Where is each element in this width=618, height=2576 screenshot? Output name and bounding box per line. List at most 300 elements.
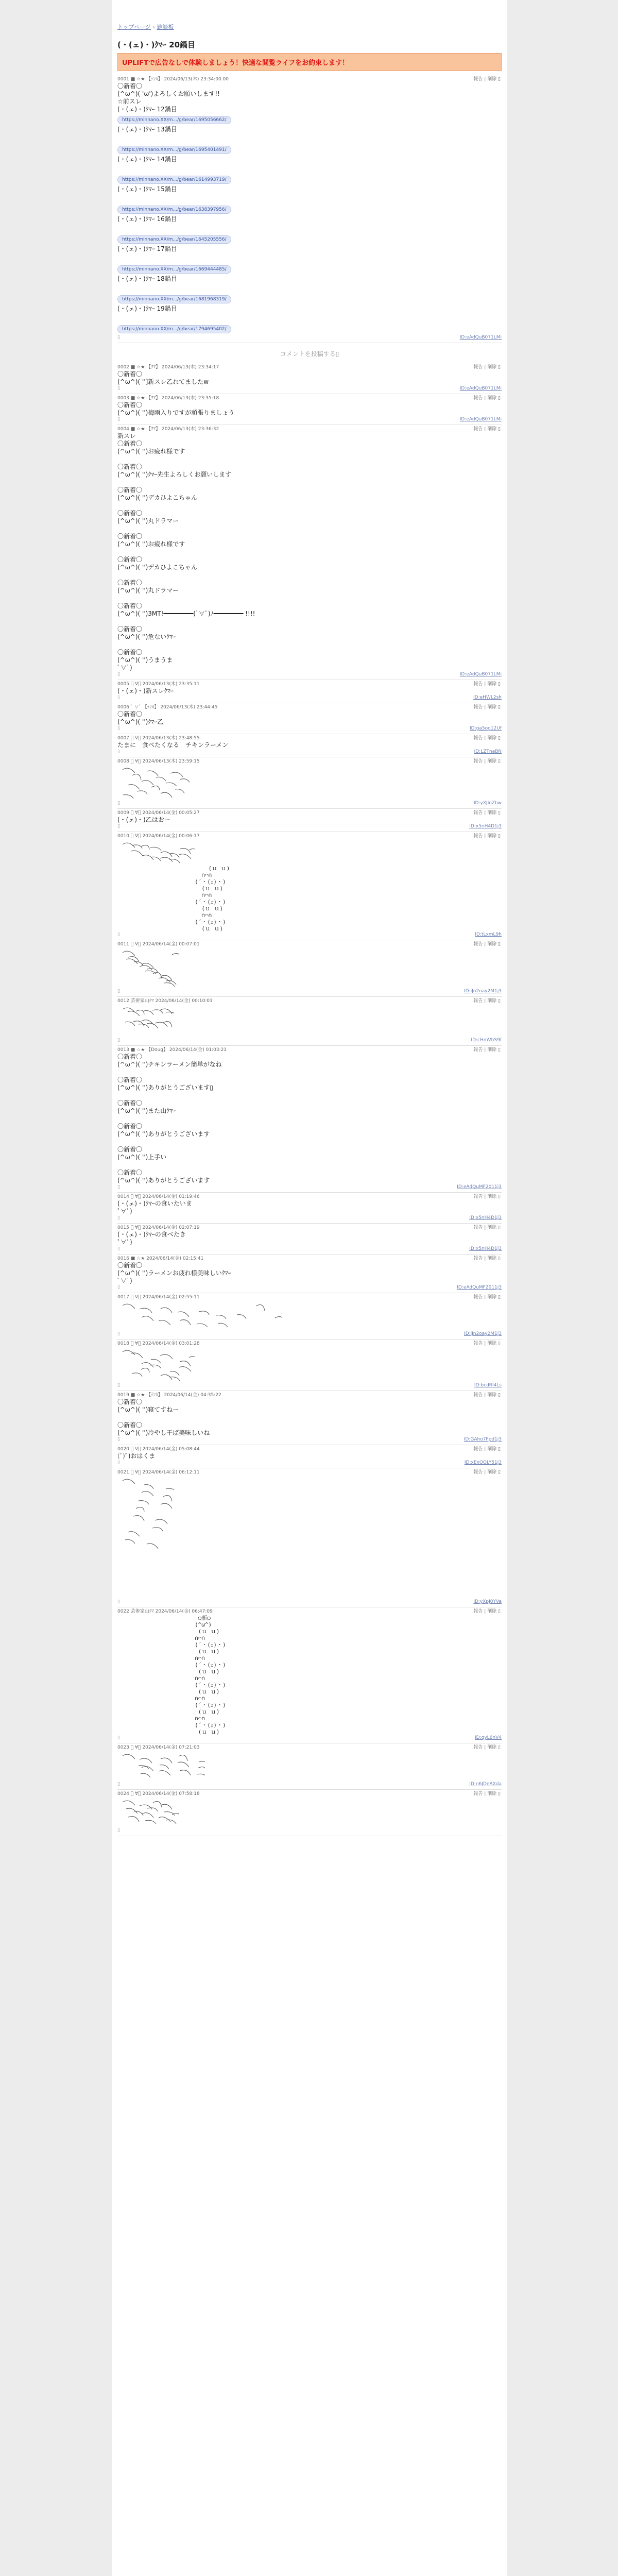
post-tools <box>473 395 501 401</box>
post-header <box>117 998 502 1004</box>
post-body: 〇新着〇 (^ω^)( '']新スレ乙れてましたw <box>117 370 209 385</box>
bookmark-icon[interactable]: ▯ <box>496 1194 501 1199</box>
thread-title: (・(ェ)・)ｸﾏｰ 20鍋目 <box>117 40 196 49</box>
bookmark-icon[interactable]: ▯ <box>496 1609 501 1614</box>
poster-id-link[interactable]: ID:iJn2oay2M1j3 <box>464 1331 502 1336</box>
post-item <box>117 809 502 832</box>
report-link[interactable]: 報告 <box>473 1256 483 1261</box>
post-item <box>117 1445 502 1468</box>
prev-thread-title: (・(ェ)・)ｸﾏｰ 17鍋目 <box>117 245 177 252</box>
delete-link[interactable]: 削除 <box>487 1393 497 1398</box>
ascii-art: (ｕ ｕ) ∩⌒∩ (´・(ｪ)・) (ｕ ｕ) ∩⌒∩ (´・(ｪ)・) (ｕ ｕ) ∩⌒∩ (´・(ｪ)・) (ｕ ｕ) <box>195 865 230 932</box>
post-item <box>117 1743 502 1790</box>
reply-icon[interactable]: ▯ <box>117 695 120 700</box>
poster-id-link[interactable]: ID:x5nH4D1j3 <box>469 1246 502 1251</box>
report-link[interactable]: 報告 <box>473 810 483 816</box>
post-header <box>117 704 502 710</box>
delete-link[interactable]: 削除 <box>487 705 497 710</box>
reply-icon[interactable]: ▯ <box>117 1184 120 1190</box>
delete-link[interactable]: 削除 <box>487 736 497 741</box>
poster-id-link[interactable]: ID:GAho7Fpd1j3 <box>464 1437 502 1442</box>
post-item <box>117 1255 502 1293</box>
poster-id-link[interactable]: ID:n6JDeAXda <box>469 1782 502 1787</box>
post-header <box>117 1294 502 1300</box>
poster-id-link[interactable]: ID:xExOOLY51j3 <box>464 1460 502 1465</box>
post-item <box>117 832 502 940</box>
post-meta: 0017 ﾟ ∀ﾟ 2024/06/14(金) 02:55:11 <box>117 1295 200 1300</box>
post-footer <box>117 1215 502 1221</box>
post-meta: 0011 ﾟ ∀ﾟ 2024/06/14(金) 00:07:01 <box>117 942 200 947</box>
delete-link[interactable]: 削除 <box>487 1470 497 1475</box>
post-tools <box>473 1791 501 1797</box>
post-tools <box>473 998 501 1004</box>
post-header <box>117 1392 502 1398</box>
post-header <box>117 941 502 947</box>
post-drawing-image <box>117 765 190 801</box>
breadcrumb-board-link[interactable]: 雑談板 <box>157 24 174 30</box>
delete-link[interactable]: 削除 <box>487 1447 497 1452</box>
tools-separator: | <box>483 1745 488 1750</box>
post-body: 〇新着〇 (^ω^)( 'ω')よろしくお願いします!! ☆前スレ (・(ェ)・)ｸﾏｰ 12鍋目 <box>117 82 220 113</box>
poster-id-link[interactable]: ID:iJn2oay2M1j3 <box>464 989 502 994</box>
post-meta: 0004 ■ ☆★ 【ｸﾏ】 2024/06/13(木) 23:36:32 <box>117 427 219 432</box>
post-header <box>117 1446 502 1452</box>
post-meta: 0002 ■ ☆★ 【ｸﾏ】 2024/06/13(木) 23:34:17 <box>117 365 219 370</box>
post-footer <box>117 726 502 732</box>
breadcrumb <box>112 0 507 31</box>
post-header <box>117 1256 502 1262</box>
post-item <box>117 1293 502 1340</box>
tools-separator: | <box>483 942 488 947</box>
post-tools <box>473 941 501 947</box>
tools-separator: | <box>483 1791 488 1797</box>
post-meta: 0012 芸術家山ｸﾏ 2024/06/14(金) 00:10:01 <box>117 998 213 1004</box>
bookmark-icon[interactable]: ▯ <box>496 1393 501 1398</box>
post-meta: 0015 ﾟ ∀ﾟ 2024/06/14(金) 02:07:19 <box>117 1225 200 1230</box>
post-footer <box>117 1331 502 1337</box>
post-tools <box>473 1392 501 1398</box>
report-link[interactable]: 報告 <box>473 427 483 432</box>
post-item <box>117 757 502 809</box>
post-meta: 0010 ﾟ ∀ﾟ 2024/06/14(金) 00:06:17 <box>117 834 200 839</box>
post-header <box>117 758 502 765</box>
post-item <box>117 75 502 343</box>
tools-separator: | <box>483 1225 488 1230</box>
post-footer <box>117 1828 502 1834</box>
delete-link[interactable]: 削除 <box>487 1609 497 1614</box>
tools-separator: | <box>483 1295 488 1300</box>
report-link[interactable]: 報告 <box>473 998 483 1004</box>
ascii-art: ○新○ (^ω^) (ｕ ｕ) ∩⌒∩ (´・(ｪ)・) (ｕ ｕ) ∩⌒∩ (´・(ｪ)・) (ｕ ｕ) ∩⌒∩ (´・(ｪ)・) (ｕ ｕ) ∩⌒∩ (´・(ｪ)・) (ｕ ｕ) ∩⌒∩ (´・(ｪ)・) (ｕ ｕ) <box>195 1615 226 1735</box>
bookmark-icon[interactable]: ▯ <box>496 396 501 401</box>
report-link[interactable]: 報告 <box>473 1447 483 1452</box>
bookmark-icon[interactable]: ▯ <box>496 77 501 82</box>
post-body: 〇新着〇 (^ω^)( '')チキンラーメン簡単がなね 〇新着〇 (^ω^)( '')ありがとうございます▯ 〇新着〇 (^ω^)( '')また山ｸﾏｰ 〇新着〇 (^ω^)( '')ありがとうございます 〇新着〇 (^ω^)( '')上手い 〇新着〇 (^ω^)( '')ありがとうございます <box>117 1053 222 1184</box>
prev-thread-title: (・(ェ)・)ｸﾏｰ 18鍋目 <box>117 275 177 282</box>
reply-icon[interactable]: ▯ <box>117 801 120 806</box>
reply-icon[interactable]: ▯ <box>117 1460 120 1465</box>
post-tools <box>473 1256 501 1262</box>
tools-separator: | <box>483 1393 488 1398</box>
post-footer <box>117 824 502 829</box>
poster-id-link[interactable]: ID:ga5og12Uf <box>470 726 502 731</box>
post-header <box>117 1791 502 1797</box>
breadcrumb-separator: › <box>152 24 155 30</box>
post-item <box>117 1468 502 1607</box>
tools-separator: | <box>483 736 488 741</box>
post-body: (・(ェ)・)乙はおー <box>117 816 170 823</box>
post-item <box>117 1193 502 1224</box>
tools-separator: | <box>483 396 488 401</box>
post-meta: 0023 ﾟ ∀ﾟ 2024/06/14(金) 07:21:03 <box>117 1745 200 1750</box>
delete-link[interactable]: 削除 <box>487 1341 497 1346</box>
ad-banner[interactable]: UPLIFTで広告なしで体験しましょう！快適な閲覧ライフをお約束します！ <box>117 53 502 71</box>
bookmark-icon[interactable]: ▯ <box>496 427 501 432</box>
post-footer <box>117 417 502 422</box>
post-meta: 0022 芸術家山ｸﾏ 2024/06/14(金) 06:47:09 <box>117 1609 213 1614</box>
tools-separator: | <box>483 1194 488 1199</box>
post-meta: 0016 ■ ☆★ 2024/06/14(金) 02:15:41 <box>117 1256 204 1261</box>
delete-link[interactable]: 削除 <box>487 834 497 839</box>
post-meta: 0014 ﾟ ∀ﾟ 2024/06/14(金) 01:19:46 <box>117 1194 200 1199</box>
post-item <box>117 425 502 680</box>
thread-link-pill[interactable]: https://minnano.XX/m.../g/bear/1638397956/ <box>117 206 231 214</box>
bookmark-icon[interactable]: ▯ <box>496 1047 501 1053</box>
poster-id-link[interactable]: ID:eAdQuB071LMi <box>459 672 502 677</box>
blank-space <box>117 1553 502 1599</box>
thread-link-pill[interactable]: https://minnano.XX/m.../g/bear/1681968319/ <box>117 295 231 303</box>
prev-thread-title: (・(ェ)・)ｸﾏｰ 14鍋目 <box>117 156 177 163</box>
post-body: (・(ェ)・)ｸﾏｰの食べたき ﾟ∀ﾟ) <box>117 1231 186 1246</box>
delete-link[interactable]: 削除 <box>487 427 497 432</box>
post-body: (・(ェ)・)新スレｸﾏｰ <box>117 687 174 694</box>
report-link[interactable]: 報告 <box>473 396 483 401</box>
reply-icon[interactable]: ▯ <box>117 1828 120 1833</box>
bookmark-icon[interactable]: ▯ <box>496 810 501 816</box>
bookmark-icon[interactable]: ▯ <box>496 1341 501 1346</box>
bookmark-icon[interactable]: ▯ <box>496 1295 501 1300</box>
post-item <box>117 734 502 757</box>
poster-id-link[interactable]: ID:eAdQuB071LMi <box>459 386 502 391</box>
reply-icon[interactable]: ▯ <box>117 1215 120 1221</box>
poster-id-link[interactable]: ID:bcdRl4Ls <box>474 1383 502 1388</box>
post-meta: 0008 ﾟ ∀ﾟ 2024/06/13(木) 23:59:15 <box>117 759 200 764</box>
post-drawing-image <box>117 1004 174 1038</box>
post-body: 〇新着〇 (^ω^)( '')ｸﾏｰ乙 <box>117 710 164 725</box>
post-header <box>117 1469 502 1476</box>
delete-link[interactable]: 削除 <box>487 1256 497 1261</box>
poster-id-link[interactable]: ID:eAdQuB071LMi <box>459 335 502 340</box>
poster-id-link[interactable]: ID:x5nH4D1j3 <box>469 824 502 829</box>
report-link[interactable]: 報告 <box>473 759 483 764</box>
reply-icon[interactable]: ▯ <box>117 672 120 677</box>
post-tools <box>473 1047 501 1053</box>
thread-link-pill[interactable]: https://minnano.XX/m.../g/bear/1794695402/ <box>117 325 231 333</box>
post-footer <box>117 932 502 938</box>
poster-id-link[interactable]: ID:cHmVhS9f <box>471 1038 502 1043</box>
poster-id-link[interactable]: ID:LZTnaBN <box>474 749 502 754</box>
post-drawing-image <box>117 947 179 989</box>
post-header <box>117 1608 502 1615</box>
post-meta: 0021 ﾟ ∀ﾟ 2024/06/14(金) 06:12:11 <box>117 1470 200 1475</box>
post-item <box>117 363 502 394</box>
report-link[interactable]: 報告 <box>473 942 483 947</box>
thread-link-pill[interactable]: https://minnano.XX/m.../g/bear/1645205556/ <box>117 235 231 244</box>
delete-link[interactable]: 削除 <box>487 1745 497 1750</box>
post-body: 〇新着〇 (^ω^)( '')梅雨入りですが頑張りましょう <box>117 401 235 416</box>
post-tools <box>473 1608 501 1615</box>
report-link[interactable]: 報告 <box>473 834 483 839</box>
reply-icon[interactable]: ▯ <box>117 417 120 422</box>
post-item <box>117 680 502 703</box>
poster-id-link[interactable]: ID:eAdQuMF2011j3 <box>457 1285 502 1290</box>
post-footer <box>117 1782 502 1787</box>
post-tools <box>473 735 501 741</box>
post-drawing-image <box>117 1300 282 1331</box>
post-header <box>117 1225 502 1231</box>
thread-link-pill[interactable]: https://minnano.XX/m.../g/bear/1614993719/ <box>117 176 231 184</box>
post-meta: 0019 ■ ☆★ 【ﾃﾝｶ】 2024/06/14(金) 04:35:22 <box>117 1393 221 1398</box>
post-footer <box>117 335 502 341</box>
tools-separator: | <box>483 810 488 816</box>
reply-icon[interactable]: ▯ <box>117 1599 120 1604</box>
post-footer <box>117 749 502 755</box>
post-meta: 0005 ﾟ ∀ﾟ 2024/06/13(木) 23:35:11 <box>117 682 200 687</box>
post-tools <box>473 704 501 710</box>
bookmark-icon[interactable]: ▯ <box>496 1745 501 1750</box>
report-link[interactable]: 報告 <box>473 1225 483 1230</box>
post-header <box>117 1744 502 1751</box>
reply-icon[interactable]: ▯ <box>117 1782 120 1787</box>
post-footer <box>117 801 502 806</box>
post-header <box>117 76 502 82</box>
post-footer <box>117 672 502 677</box>
tools-separator: | <box>483 1047 488 1053</box>
post-footer <box>117 695 502 701</box>
reply-icon[interactable]: ▯ <box>117 1285 120 1290</box>
thread-link-pill[interactable]: https://minnano.XX/m.../g/bear/1669444485/ <box>117 265 231 274</box>
poster-id-link[interactable]: ID:eAdQuB071LMi <box>459 417 502 422</box>
thread-link-pill[interactable]: https://minnano.XX/m.../g/bear/1695056662/ <box>117 116 231 124</box>
breadcrumb-home-link[interactable]: トップページ <box>117 24 151 30</box>
report-link[interactable]: 報告 <box>473 1393 483 1398</box>
post-drawing-image <box>117 1797 179 1828</box>
post-footer <box>117 1383 502 1388</box>
delete-link[interactable]: 削除 <box>487 942 497 947</box>
post-body: (ﾟ)ﾟ)おはくま <box>117 1452 156 1460</box>
post-body: 新スレ 〇新着〇 (^ω^)( '')お疲れ様です 〇新着〇 (^ω^)( '')ｸﾏｰ先生よろしくお願いします 〇新着〇 (^ω^)( '')デカひよこちゃん 〇新着〇 (^ω^)( '')丸ドラマー 〇新着〇 (^ω^)( '')お疲れ様です 〇新着〇 (^ω^)( '')デカひよこちゃん 〇新着〇 (^ω^)( '')丸ドラマー 〇新着〇 (^ω^)( '')3MT!━━━━━━━━(ﾟ∀ﾟ)ﾉ━━━━━━━━ !!!! 〇新着〇 (^ω^)( '')危ないｸﾏｰ 〇新着〇 (^ω^)( '')うまうま ﾟ∀ﾟ) <box>117 432 255 671</box>
tools-separator: | <box>483 1256 488 1261</box>
post-item <box>117 1046 502 1193</box>
post-meta: 0001 ■ ☆★ 【ﾃﾝｶ】 2024/06/13(木) 23:34:00.00 <box>117 77 229 82</box>
post-tools <box>473 1446 501 1452</box>
tools-separator: | <box>483 834 488 839</box>
post-item <box>117 1340 502 1391</box>
bookmark-icon[interactable]: ▯ <box>496 1470 501 1475</box>
reply-icon[interactable]: ▯ <box>117 932 120 937</box>
report-link[interactable]: 報告 <box>473 1341 483 1346</box>
prev-thread-title: (・(ェ)・)ｸﾏｰ 15鍋目 <box>117 185 177 193</box>
post-footer <box>117 1599 502 1605</box>
delete-link[interactable]: 削除 <box>487 998 497 1004</box>
reply-icon[interactable]: ▯ <box>117 989 120 994</box>
delete-link[interactable]: 削除 <box>487 1047 497 1053</box>
report-link[interactable]: 報告 <box>473 1745 483 1750</box>
post-drawing-image <box>117 1347 195 1383</box>
report-link[interactable]: 報告 <box>473 1047 483 1053</box>
tools-separator: | <box>483 365 488 370</box>
post-meta: 0006 ﾟ ∀ﾟ 【ﾃﾝｶ】 2024/06/13(木) 23:44:45 <box>117 705 218 710</box>
report-link[interactable]: 報告 <box>473 705 483 710</box>
bookmark-icon[interactable]: ▯ <box>496 736 501 741</box>
bookmark-icon[interactable]: ▯ <box>496 942 501 947</box>
post-header <box>117 1047 502 1053</box>
post-header <box>117 1341 502 1347</box>
post-meta: 0024 ﾟ ∀ﾟ 2024/06/14(金) 07:58:18 <box>117 1791 200 1797</box>
post-tools <box>473 833 501 839</box>
post-item <box>117 703 502 734</box>
delete-link[interactable]: 削除 <box>487 1791 497 1797</box>
report-link[interactable]: 報告 <box>473 1791 483 1797</box>
delete-link[interactable]: 削除 <box>487 759 497 764</box>
post-footer <box>117 1246 502 1252</box>
post-meta: 0007 ﾟ ∀ﾟ 2024/06/13(木) 23:48:55 <box>117 736 200 741</box>
report-link[interactable]: 報告 <box>473 1295 483 1300</box>
prev-thread-title: (・(ェ)・)ｸﾏｰ 19鍋目 <box>117 305 177 312</box>
delete-link[interactable]: 削除 <box>487 682 497 687</box>
reply-icon[interactable]: ▯ <box>117 1735 120 1740</box>
report-link[interactable]: 報告 <box>473 1194 483 1199</box>
post-tools <box>473 681 501 687</box>
reply-icon[interactable]: ▯ <box>117 824 120 829</box>
report-link[interactable]: 報告 <box>473 736 483 741</box>
reply-icon[interactable]: ▯ <box>117 335 120 340</box>
post-item <box>117 1391 502 1445</box>
post-body: 〇新着〇 (^ω^)( '')寝てすねー 〇新着〇 (^ω^)( '')冷やし干ぱ美味しいね <box>117 1398 210 1436</box>
poster-id-link[interactable]: ID:tLxmL9h <box>475 932 502 937</box>
bookmark-icon[interactable]: ▯ <box>496 682 501 687</box>
reply-icon[interactable]: ▯ <box>117 1331 120 1336</box>
poster-id-link[interactable]: ID:eAdQuMF2011j3 <box>457 1184 502 1190</box>
delete-link[interactable]: 削除 <box>487 365 497 370</box>
post-footer <box>117 386 502 392</box>
post-footer <box>117 1038 502 1043</box>
post-item <box>117 1607 502 1743</box>
post-meta: 0009 ﾟ ∀ﾟ 2024/06/14(金) 00:05:27 <box>117 810 200 816</box>
prev-thread-title: (・(ェ)・)ｸﾏｰ 16鍋目 <box>117 215 177 223</box>
post-header <box>117 395 502 401</box>
delete-link[interactable]: 削除 <box>487 1295 497 1300</box>
post-item <box>117 997 502 1046</box>
post-footer <box>117 1285 502 1291</box>
delete-link[interactable]: 削除 <box>487 77 497 82</box>
post-footer <box>117 1184 502 1190</box>
tools-separator: | <box>483 427 488 432</box>
post-item <box>117 394 502 425</box>
tools-separator: | <box>483 682 488 687</box>
post-header <box>117 681 502 687</box>
post-tools <box>473 1744 501 1751</box>
post-meta: 0018 ﾟ ∀ﾟ 2024/06/14(金) 03:01:28 <box>117 1341 200 1346</box>
tools-separator: | <box>483 1470 488 1475</box>
post-header <box>117 735 502 741</box>
delete-link[interactable]: 削除 <box>487 1194 497 1199</box>
post-item <box>117 1224 502 1255</box>
reply-icon[interactable]: ▯ <box>117 1038 120 1043</box>
delete-link[interactable]: 削除 <box>487 810 497 816</box>
bookmark-icon[interactable]: ▯ <box>496 834 501 839</box>
post-tools <box>473 76 501 82</box>
bookmark-icon[interactable]: ▯ <box>496 998 501 1004</box>
poster-id-link[interactable]: ID:yXpJ0YVa <box>473 1599 502 1604</box>
bookmark-icon[interactable]: ▯ <box>496 1447 501 1452</box>
tools-separator: | <box>483 1609 488 1614</box>
thread-link-pill[interactable]: https://minnano.XX/m.../g/bear/1695401491/ <box>117 146 231 154</box>
poster-id-link[interactable]: ID:x5nH4D1j3 <box>469 1215 502 1221</box>
report-link[interactable]: 報告 <box>473 1470 483 1475</box>
bookmark-icon[interactable]: ▯ <box>496 1225 501 1230</box>
tools-separator: | <box>483 705 488 710</box>
report-link[interactable]: 報告 <box>473 1609 483 1614</box>
report-link[interactable]: 報告 <box>473 77 483 82</box>
bookmark-icon[interactable]: ▯ <box>496 759 501 764</box>
post-footer <box>117 1437 502 1443</box>
tools-separator: | <box>483 759 488 764</box>
post-meta: 0020 ﾟ ∀ﾟ 2024/06/14(金) 05:08:44 <box>117 1447 200 1452</box>
delete-link[interactable]: 削除 <box>487 396 497 401</box>
post-tools <box>473 810 501 816</box>
poster-id-link[interactable]: ID:eHWL2sh <box>473 695 502 700</box>
post-meta: 0013 ■ ☆★ 【Doug】 2024/06/14(金) 01:03:21 <box>117 1047 227 1053</box>
tools-separator: | <box>483 1341 488 1346</box>
prev-thread-title: (・(ェ)・)ｸﾏｰ 13鍋目 <box>117 126 177 133</box>
post-footer <box>117 989 502 994</box>
reply-icon[interactable]: ▯ <box>117 1383 120 1388</box>
post-drawing-image <box>117 1751 205 1782</box>
post-tools <box>473 426 501 432</box>
bookmark-icon[interactable]: ▯ <box>496 365 501 370</box>
post-tools <box>473 364 501 370</box>
post-footer <box>117 1735 502 1741</box>
report-link[interactable]: 報告 <box>473 682 483 687</box>
thread-page <box>112 0 507 2576</box>
post-item <box>117 940 502 997</box>
post-tools <box>473 1225 501 1231</box>
bookmark-icon[interactable]: ▯ <box>496 705 501 710</box>
post-tools <box>473 758 501 765</box>
reply-icon[interactable]: ▯ <box>117 1437 120 1442</box>
bookmark-icon[interactable]: ▯ <box>496 1791 501 1797</box>
reply-icon[interactable]: ▯ <box>117 1246 120 1251</box>
bookmark-icon[interactable]: ▯ <box>496 1256 501 1261</box>
post-meta: 0003 ■ ☆★ 【ｸﾏ】 2024/06/13(木) 23:35:18 <box>117 396 219 401</box>
post-body: (・(ェ)・)ｸﾏｰの食いたいま ﾟ∀ﾟ) <box>117 1200 192 1215</box>
post-header <box>117 810 502 816</box>
post-body: 〇新着〇 (^ω^)( '')ラーメンお疲れ様美味しいｸﾏｰ ﾟ∀ﾟ) <box>117 1262 231 1284</box>
post-item <box>117 1790 502 1836</box>
post-header <box>117 364 502 370</box>
delete-link[interactable]: 削除 <box>487 1225 497 1230</box>
reply-icon[interactable]: ▯ <box>117 749 120 754</box>
reply-icon[interactable]: ▯ <box>117 726 120 731</box>
reply-icon[interactable]: ▯ <box>117 386 120 391</box>
poster-id-link[interactable]: ID:yXJIoZbw <box>473 801 502 806</box>
post-comment-button[interactable]: コメントを投稿する▯ <box>280 350 339 358</box>
poster-id-link[interactable]: ID:qyL6nV4 <box>475 1735 502 1740</box>
post-tools <box>473 1194 501 1200</box>
report-link[interactable]: 報告 <box>473 365 483 370</box>
post-header <box>117 426 502 432</box>
